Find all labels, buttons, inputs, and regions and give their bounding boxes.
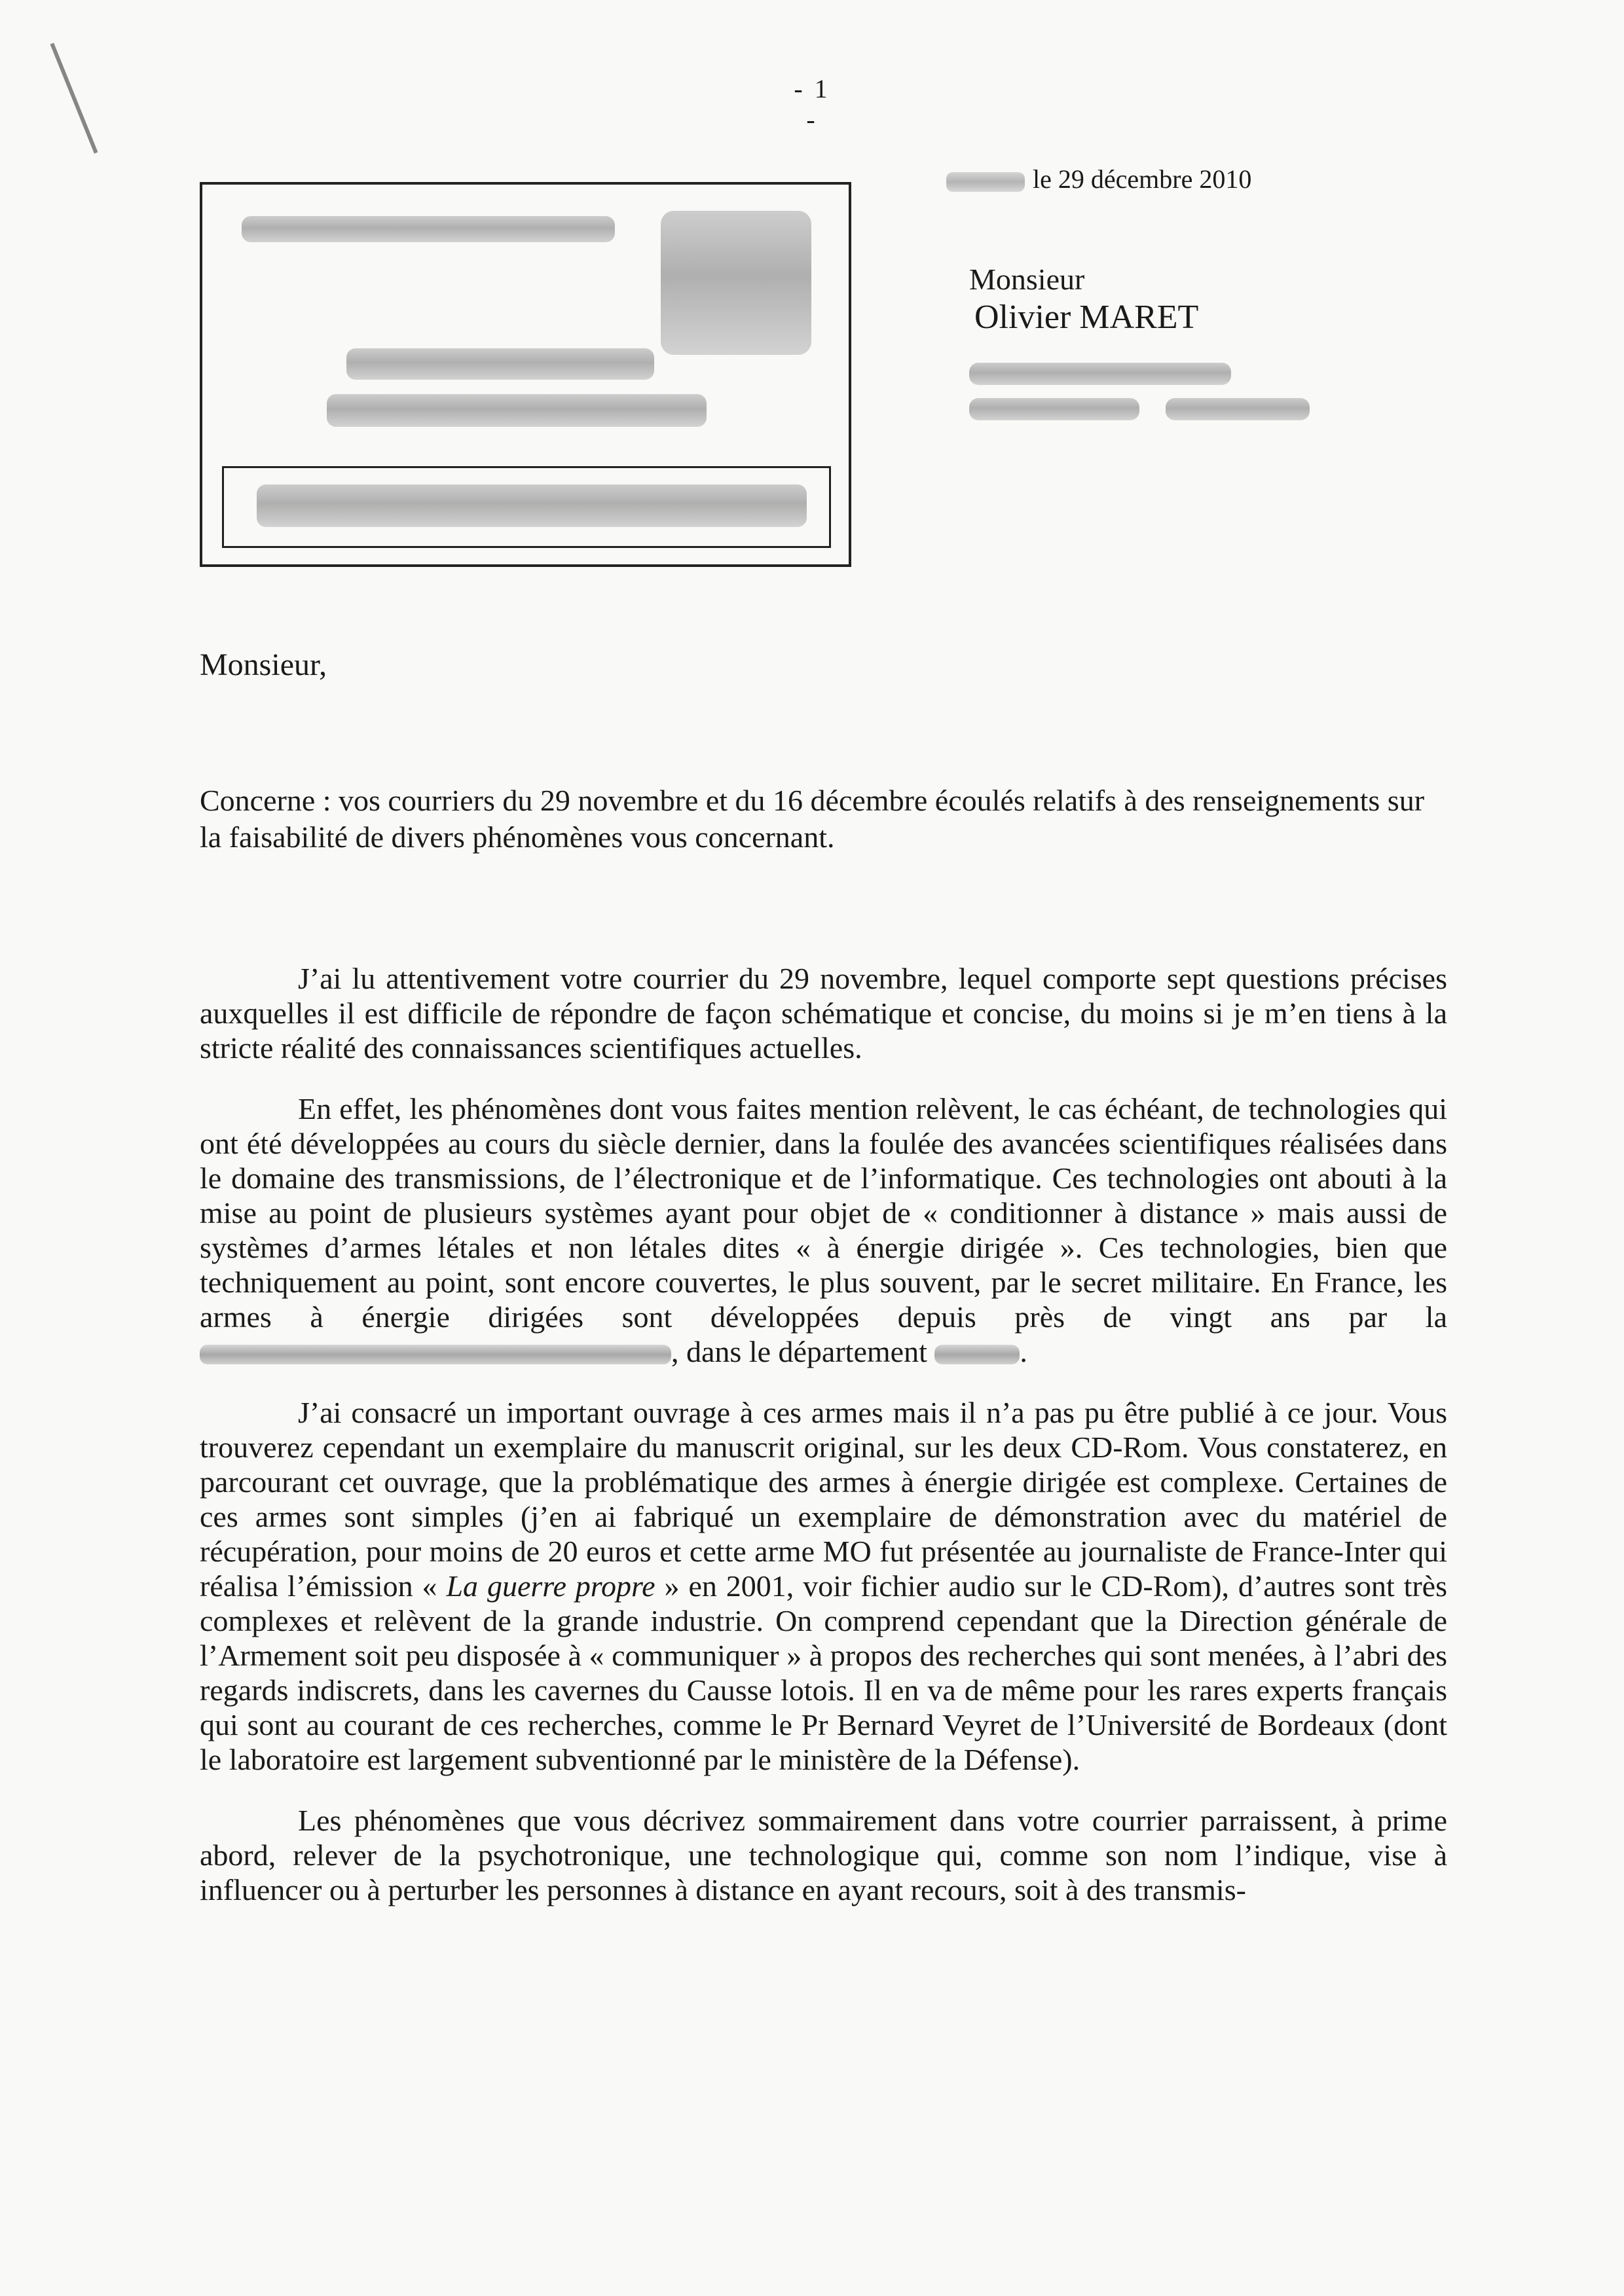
paragraph-text: . xyxy=(1020,1335,1027,1368)
sender-address-box xyxy=(200,182,851,567)
redaction xyxy=(327,394,707,427)
address-redactions xyxy=(969,398,1231,422)
paragraph: J’ai lu attentivement votre courrier du 29 novembre, lequel comporte sept questions précises auxquelles il est difficile de répondre de façon schématique et concise, du moins si je m’en tiens à la stricte réalité des connaissances scientifiques actuelles. xyxy=(200,962,1447,1065)
redaction xyxy=(1166,398,1310,420)
recipient-name: Olivier MARET xyxy=(974,299,1199,336)
recipient-block xyxy=(969,261,1231,422)
paragraph xyxy=(200,1091,1447,1369)
emission-title: La guerre propre xyxy=(446,1569,655,1603)
redaction xyxy=(200,1345,671,1364)
redaction xyxy=(946,172,1025,192)
redaction xyxy=(346,348,654,380)
letter-body xyxy=(200,961,1447,1933)
paragraph-text: » en 2001, voir fichier audio sur le CD-Rom), d’autres sont très complexes et relèvent de la grande industrie. On comprend cependant que la Direction générale de l’Armement soit peu disposée à « communiquer » à propos des recherches qui sont menées, à l’abri des regards indiscrets, dans les cavernes du Causse lotois. Il en va de même pour les rares experts français qui sont au courant de ces recherches, comme le Pr Bernard Veyret de l’Université de Bordeaux (dont le laboratoire est largement subventionné par le ministère de la Défense). xyxy=(200,1569,1448,1776)
page-number: - 1 - xyxy=(794,74,830,134)
recipient-title: Monsieur xyxy=(969,263,1085,296)
date-text: le 29 décembre 2010 xyxy=(1033,164,1252,194)
redaction xyxy=(661,211,811,355)
subject-line: Concerne : vos courriers du 29 novembre et du 16 décembre écoulés relatifs à des renseignements sur la faisabilité de divers phénomènes vous concernant. xyxy=(200,784,1425,854)
redaction xyxy=(969,398,1139,420)
redaction xyxy=(969,363,1231,385)
salutation: Monsieur, xyxy=(200,647,327,682)
paragraph-text: En effet, les phénomènes dont vous faites mention relèvent, le cas échéant, de technologies qui ont été développées au cours du siècle dernier, dans la foulée des avancées scientifiques réalisées dans le domaine des transmissions, de l’électronique et de l’informatique. Ces technologies ont abouti à la mise au point de plusieurs systèmes ayant pour objet de « conditionner à distance » mais aussi de systèmes d’armes létales et non létales dites « à énergie dirigée ». Ces technologies, bien que techniquement au point, sont encore couvertes, le plus souvent, par le secret militaire. En France, les armes à énergie dirigées sont développées depuis près de vingt ans par la xyxy=(200,1092,1447,1334)
redaction xyxy=(934,1345,1020,1364)
letter-date xyxy=(946,164,1251,194)
paragraph-text: , dans le département xyxy=(671,1335,927,1368)
redaction xyxy=(242,216,615,242)
pen-mark xyxy=(50,43,98,153)
paragraph xyxy=(200,1395,1447,1777)
paragraph: Les phénomènes que vous décrivez sommairement dans votre courrier parraissent, à prime abord, relever de la psychotronique, une technologique qui, comme son nom l’indique, vise à influencer ou à perturber les personnes à distance en ayant recours, soit à des transmis- xyxy=(200,1804,1447,1906)
redaction xyxy=(257,484,807,527)
sender-inner-box xyxy=(222,466,831,548)
paragraph-text: J’ai consacré un important ouvrage à ces armes mais il n’a pas pu être publié à ce jour. Vous trouverez cependant un exemplaire du manuscrit original, sur les deux CD-Rom. Vous constaterez, en parcourant cet ouvrage, que la problématique des armes à énergie dirigée est complexe. Certaines de ces armes sont simples (j’en ai fabriqué un exemplaire de démonstration avec du matériel de récupération, pour moins de 20 euros et cette arme MO fut présentée au journaliste de France-Inter qui réalisa l’émission « xyxy=(200,1396,1447,1603)
